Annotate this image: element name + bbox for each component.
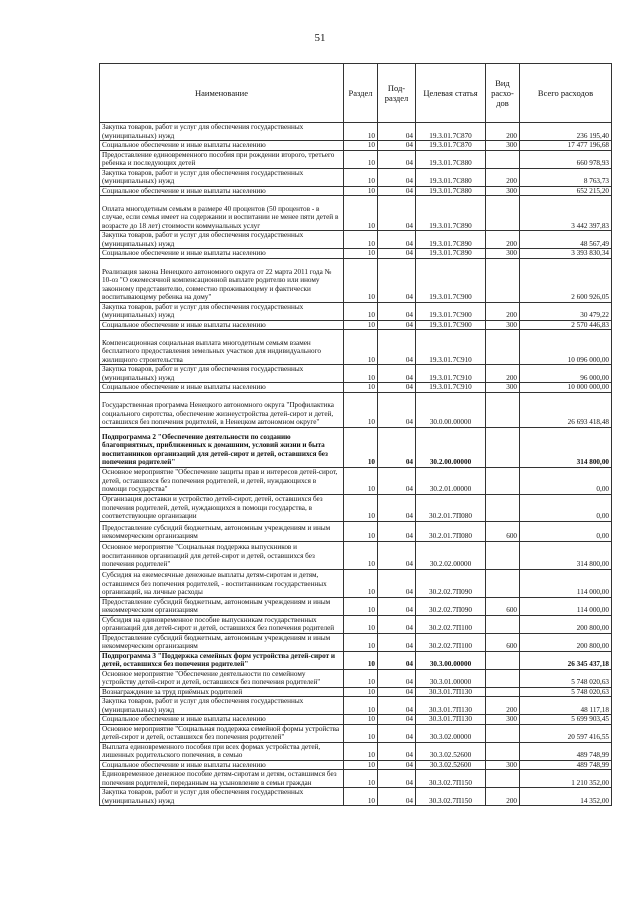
row-section: 10 [344,615,378,633]
row-total: 314 800,00 [520,541,612,569]
row-total: 48 567,49 [520,231,612,249]
row-name: Вознаграждение за труд приёмных родителей [100,687,344,697]
row-section: 10 [344,249,378,259]
row-name: Закупка товаров, работ и услуг для обеспечения государственных (муниципальных) нужд [100,788,344,806]
row-section: 10 [344,669,378,687]
header-target: Целевая статья [416,64,486,123]
row-total: 489 748,99 [520,760,612,770]
row-name: Социальное обеспечение и иные выплаты населению [100,141,344,151]
row-name: Закупка товаров, работ и услуг для обеспечения государственных (муниципальных) нужд [100,365,344,383]
row-subsection: 04 [378,168,416,186]
row-section: 10 [344,123,378,141]
row-target: 19.3.01.7С910 [416,330,486,365]
row-target: 30.3.01.7П130 [416,697,486,715]
row-total: 0,00 [520,521,612,541]
row-expense-type [486,330,520,365]
row-name: Основное мероприятие "Обеспечение деятельности по семейному устройству детей-сирот и детей, оставшихся без попечения родителей" [100,669,344,687]
row-target: 30.3.02.7П150 [416,788,486,806]
row-name: Выплата единовременного пособия при всех формах устройства детей, лишенных родительского попечения, в семью [100,742,344,760]
row-name: Подпрограмма 2 "Обеспечение деятельности по созданию благоприятных, приближенных к домашним, условий жизни и быта воспитанников организаций для детей-сирот и детей, оставшихся без попечения родителей" [100,427,344,467]
row-target: 30.2.01.00000 [416,467,486,494]
row-total: 10 000 000,00 [520,383,612,393]
header-subsection: Под-раздел [378,64,416,123]
row-subsection: 04 [378,196,416,231]
table-row [100,196,612,231]
row-section: 10 [344,141,378,151]
row-name: Закупка товаров, работ и услуг для обеспечения государственных (муниципальных) нужд [100,697,344,715]
row-expense-type [486,196,520,231]
row-total: 489 748,99 [520,742,612,760]
row-target: 19.3.01.7С900 [416,258,486,302]
row-total: 30 479,22 [520,302,612,320]
row-expense-type: 200 [486,302,520,320]
row-section: 10 [344,186,378,196]
row-subsection: 04 [378,724,416,742]
row-subsection: 04 [378,569,416,597]
row-expense-type: 300 [486,249,520,259]
table-row [100,569,612,597]
row-subsection: 04 [378,249,416,259]
row-total: 314 800,00 [520,427,612,467]
row-section: 10 [344,196,378,231]
row-subsection: 04 [378,697,416,715]
row-name: Закупка товаров, работ и услуг для обеспечения государственных (муниципальных) нужд [100,302,344,320]
row-name: Социальное обеспечение и иные выплаты населению [100,320,344,330]
row-total: 236 195,40 [520,123,612,141]
row-subsection: 04 [378,788,416,806]
row-target: 30.3.01.7П130 [416,687,486,697]
table-row [100,168,612,186]
table-row [100,365,612,383]
row-expense-type: 600 [486,521,520,541]
row-section: 10 [344,651,378,669]
row-expense-type [486,687,520,697]
row-subsection: 04 [378,597,416,615]
table-row [100,760,612,770]
row-expense-type: 600 [486,597,520,615]
row-subsection: 04 [378,141,416,151]
row-name: Предоставление единовременного пособия при рождении второго, третьего ребенка и последующих детей [100,150,344,168]
table-row [100,770,612,788]
row-section: 10 [344,521,378,541]
header-expense-type: Вид расхо-дов [486,64,520,123]
row-section: 10 [344,697,378,715]
row-subsection: 04 [378,427,416,467]
row-target: 30.3.02.52600 [416,760,486,770]
row-target: 30.0.00.00000 [416,392,486,427]
header-total: Всего расходов [520,64,612,123]
row-total: 26 693 418,48 [520,392,612,427]
table-row [100,258,612,302]
row-expense-type [486,651,520,669]
row-target: 19.3.01.7С890 [416,231,486,249]
row-total: 3 393 830,34 [520,249,612,259]
row-expense-type [486,770,520,788]
row-expense-type: 600 [486,633,520,651]
row-target: 19.3.01.7С910 [416,365,486,383]
table-row [100,651,612,669]
row-name: Закупка товаров, работ и услуг для обеспечения государственных (муниципальных) нужд [100,231,344,249]
row-total: 3 442 397,83 [520,196,612,231]
row-section: 10 [344,633,378,651]
row-expense-type: 200 [486,231,520,249]
row-section: 10 [344,392,378,427]
row-name: Основное мероприятие "Обеспечение защиты прав и интересов детей-сирот, детей, оставшихся без попечения родителей, и детей, нуждающихся в помощи государства" [100,467,344,494]
row-total: 0,00 [520,494,612,521]
row-subsection: 04 [378,651,416,669]
row-total: 2 570 446,83 [520,320,612,330]
row-total: 10 096 000,00 [520,330,612,365]
table-row [100,383,612,393]
table-row [100,541,612,569]
row-subsection: 04 [378,494,416,521]
row-section: 10 [344,541,378,569]
row-name: Предоставление субсидий бюджетным, автономным учреждениям и иным некоммерческим организациям [100,521,344,541]
row-total: 0,00 [520,467,612,494]
row-subsection: 04 [378,231,416,249]
row-name: Субсидия на ежемесячные денежные выплаты детям-сиротам и детям, оставшимся без попечения родителей, - воспитанникам государственных организаций, на личные расходы [100,569,344,597]
row-section: 10 [344,597,378,615]
row-subsection: 04 [378,633,416,651]
row-section: 10 [344,467,378,494]
row-total: 48 117,18 [520,697,612,715]
row-target: 19.3.01.7С900 [416,302,486,320]
row-target: 30.2.02.00000 [416,541,486,569]
table-row [100,141,612,151]
row-total: 17 477 196,68 [520,141,612,151]
row-name: Социальное обеспечение и иные выплаты населению [100,249,344,259]
row-expense-type: 200 [486,697,520,715]
row-subsection: 04 [378,186,416,196]
table-row [100,633,612,651]
row-expense-type: 200 [486,168,520,186]
page-number: 51 [314,32,326,44]
row-name: Социальное обеспечение и иные выплаты населению [100,715,344,725]
row-expense-type: 300 [486,320,520,330]
header-name: Наименование [100,64,344,123]
row-expense-type: 300 [486,186,520,196]
row-subsection: 04 [378,742,416,760]
row-section: 10 [344,724,378,742]
row-target: 30.3.01.00000 [416,669,486,687]
table-row [100,697,612,715]
row-name: Основное мероприятие "Социальная поддержка семейной формы устройства детей-сирот и детей, оставшихся без попечения родителей" [100,724,344,742]
row-name: Организация доставки и устройство детей-сирот, детей, оставшихся без попечения родителей, детей, нуждающихся в помощи государства, в соответствующие организации [100,494,344,521]
row-expense-type: 300 [486,141,520,151]
row-expense-type [486,569,520,597]
row-expense-type: 300 [486,760,520,770]
row-subsection: 04 [378,760,416,770]
table-row [100,392,612,427]
table-row [100,521,612,541]
row-subsection: 04 [378,669,416,687]
table-row [100,724,612,742]
row-name: Субсидия на единовременное пособие выпускникам государственных организаций для детей-сирот и детей, оставшихся без попечения родителей [100,615,344,633]
row-expense-type [486,541,520,569]
row-total: 5 699 903,45 [520,715,612,725]
row-expense-type [486,392,520,427]
row-name: Закупка товаров, работ и услуг для обеспечения государственных (муниципальных) нужд [100,123,344,141]
row-expense-type [486,669,520,687]
row-target: 30.2.01.7П080 [416,521,486,541]
row-section: 10 [344,365,378,383]
row-name: Основное мероприятие "Социальная поддержка выпускников и воспитанников организаций для детей-сирот и детей, оставшихся без попечения родителей" [100,541,344,569]
row-subsection: 04 [378,715,416,725]
row-total: 2 600 926,05 [520,258,612,302]
row-subsection: 04 [378,770,416,788]
row-section: 10 [344,742,378,760]
row-section: 10 [344,427,378,467]
table-row [100,302,612,320]
row-subsection: 04 [378,467,416,494]
row-target: 19.3.01.7С890 [416,196,486,231]
row-name: Социальное обеспечение и иные выплаты населению [100,760,344,770]
row-expense-type [486,258,520,302]
table-row [100,467,612,494]
row-target: 19.3.01.7С870 [416,141,486,151]
table-row [100,249,612,259]
row-section: 10 [344,383,378,393]
table-row [100,615,612,633]
row-target: 19.3.01.7С910 [416,383,486,393]
row-target: 30.2.02.7П100 [416,615,486,633]
row-section: 10 [344,715,378,725]
row-subsection: 04 [378,150,416,168]
row-total: 5 748 020,63 [520,687,612,697]
row-section: 10 [344,788,378,806]
row-section: 10 [344,330,378,365]
row-total: 5 748 020,63 [520,669,612,687]
row-total: 200 800,00 [520,633,612,651]
row-section: 10 [344,687,378,697]
row-expense-type [486,427,520,467]
row-expense-type [486,742,520,760]
row-name: Предоставление субсидий бюджетным, автономным учреждениям и иным некоммерческим организациям [100,633,344,651]
row-total: 114 000,00 [520,597,612,615]
row-target: 19.3.01.7С870 [416,123,486,141]
row-total: 200 800,00 [520,615,612,633]
row-total: 20 597 416,55 [520,724,612,742]
row-subsection: 04 [378,687,416,697]
row-total: 8 763,73 [520,168,612,186]
row-subsection: 04 [378,330,416,365]
row-subsection: 04 [378,383,416,393]
table-row [100,123,612,141]
row-target: 30.2.01.7П080 [416,494,486,521]
row-target: 30.3.02.00000 [416,724,486,742]
row-section: 10 [344,760,378,770]
row-section: 10 [344,258,378,302]
table-row [100,150,612,168]
row-subsection: 04 [378,541,416,569]
row-subsection: 04 [378,123,416,141]
row-subsection: 04 [378,302,416,320]
row-expense-type [486,150,520,168]
row-section: 10 [344,168,378,186]
row-name: Подпрограмма 3 "Поддержка семейных форм устройства детей-сирот и детей, оставшихся без попечения родителей" [100,651,344,669]
row-expense-type: 200 [486,788,520,806]
row-total: 114 000,00 [520,569,612,597]
row-name: Закупка товаров, работ и услуг для обеспечения государственных (муниципальных) нужд [100,168,344,186]
table-row [100,320,612,330]
budget-table [99,63,612,806]
row-target: 30.3.02.7П150 [416,770,486,788]
row-subsection: 04 [378,365,416,383]
row-total: 14 352,00 [520,788,612,806]
row-subsection: 04 [378,258,416,302]
row-name: Предоставление субсидий бюджетным, автономным учреждениям и иным некоммерческим организациям [100,597,344,615]
row-total: 660 978,93 [520,150,612,168]
row-expense-type [486,494,520,521]
table-row [100,715,612,725]
row-section: 10 [344,231,378,249]
row-section: 10 [344,320,378,330]
table-row [100,427,612,467]
row-expense-type [486,724,520,742]
row-target: 30.3.00.00000 [416,651,486,669]
row-expense-type: 300 [486,715,520,725]
row-section: 10 [344,569,378,597]
table-row [100,742,612,760]
row-target: 30.2.00.00000 [416,427,486,467]
row-section: 10 [344,150,378,168]
table-header-row [100,64,612,123]
header-section: Раздел [344,64,378,123]
row-target: 30.3.01.7П130 [416,715,486,725]
row-section: 10 [344,302,378,320]
table-row [100,788,612,806]
row-expense-type: 200 [486,123,520,141]
row-name: Единовременное денежное пособие детям-сиротам и детям, оставшимся без попечения родителей, переданным на усыновление в семьи граждан [100,770,344,788]
row-total: 26 345 437,18 [520,651,612,669]
row-expense-type [486,467,520,494]
row-subsection: 04 [378,320,416,330]
row-subsection: 04 [378,521,416,541]
row-name: Государственная программа Ненецкого автономного округа "Профилактика социального сиротства, обеспечение жизнеустройства детей-сирот и детей, оставшихся без попечения родителей, в Ненецком автономном округе" [100,392,344,427]
row-name: Компенсационная социальная выплата многодетным семьям взамен бесплатного предоставления земельных участков для индивидуального жилищного строительства [100,330,344,365]
table-row [100,669,612,687]
row-expense-type [486,615,520,633]
table-row [100,494,612,521]
row-section: 10 [344,770,378,788]
row-target: 30.2.02.7П090 [416,597,486,615]
row-target: 19.3.01.7С890 [416,249,486,259]
table-row [100,186,612,196]
row-expense-type: 200 [486,365,520,383]
row-name: Социальное обеспечение и иные выплаты населению [100,383,344,393]
row-target: 30.2.02.7П090 [416,569,486,597]
row-name: Реализация закона Ненецкого автономного округа от 22 марта 2011 года № 10-оз "О ежемесячной компенсационной выплате родителю или иному законному представителю, совместно проживающему и фактически воспитывающему ребенка на дому" [100,258,344,302]
row-subsection: 04 [378,615,416,633]
row-total: 652 215,20 [520,186,612,196]
row-total: 1 210 352,00 [520,770,612,788]
row-target: 19.3.01.7С880 [416,150,486,168]
row-expense-type: 300 [486,383,520,393]
row-subsection: 04 [378,392,416,427]
row-name: Социальное обеспечение и иные выплаты населению [100,186,344,196]
row-name: Оплата многодетным семьям в размере 40 процентов (50 процентов - в случае, если семья имеет на содержании и воспитании не менее пяти детей в возрасте до 18 лет) стоимости коммунальных услуг [100,196,344,231]
row-target: 19.3.01.7С880 [416,186,486,196]
row-target: 30.2.02.7П100 [416,633,486,651]
table-row [100,330,612,365]
row-target: 19.3.01.7С900 [416,320,486,330]
table-row [100,231,612,249]
table-row [100,687,612,697]
row-total: 96 000,00 [520,365,612,383]
row-target: 30.3.02.52600 [416,742,486,760]
row-target: 19.3.01.7С880 [416,168,486,186]
row-section: 10 [344,494,378,521]
table-row [100,597,612,615]
